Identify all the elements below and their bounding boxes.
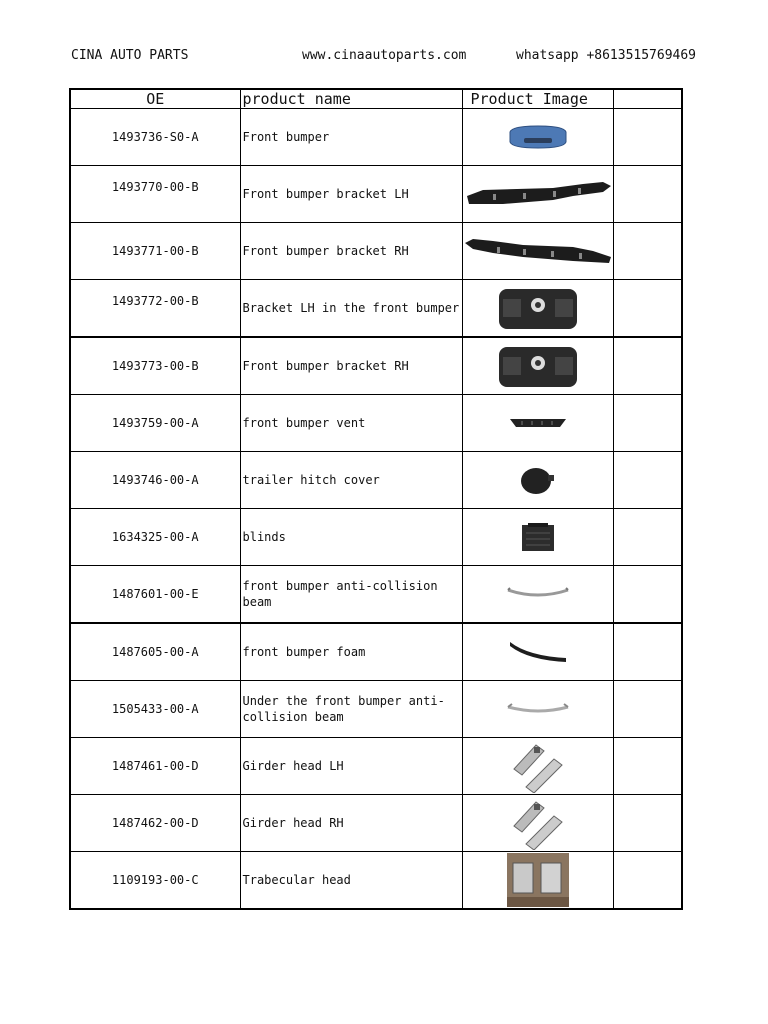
product-name-cell: Trabecular head bbox=[240, 852, 462, 910]
girder-head-lh-image bbox=[508, 739, 568, 793]
product-image-cell bbox=[462, 109, 613, 166]
bumper-vent-image bbox=[508, 417, 568, 429]
front-bumper-image bbox=[506, 124, 570, 150]
bumper-bracket-rh-image bbox=[463, 237, 613, 265]
product-name-cell: Girder head LH bbox=[240, 738, 462, 795]
product-name-cell: Front bumper bracket RH bbox=[240, 223, 462, 280]
extra-cell bbox=[613, 337, 682, 395]
table-row bbox=[70, 109, 682, 166]
extra-cell bbox=[613, 852, 682, 910]
product-name-cell: Bracket LH in the front bumper bbox=[240, 280, 462, 338]
product-name-cell: Under the front bumper anti-collision beam bbox=[240, 681, 462, 738]
oe-cell: 1505433-00-A bbox=[70, 681, 240, 738]
oe-cell: 1109193-00-C bbox=[70, 852, 240, 910]
product-image-cell bbox=[462, 166, 613, 223]
parts-table bbox=[69, 88, 683, 910]
column-header-oe: OE bbox=[70, 89, 240, 109]
product-name-cell: Front bumper bbox=[240, 109, 462, 166]
product-name-cell: Front bumper bracket LH bbox=[240, 166, 462, 223]
product-image-cell bbox=[462, 795, 613, 852]
extra-cell bbox=[613, 509, 682, 566]
product-name-cell: front bumper vent bbox=[240, 395, 462, 452]
inner-bracket-lh-image bbox=[493, 283, 583, 333]
extra-cell bbox=[613, 681, 682, 738]
oe-cell: 1493772-00-B bbox=[70, 280, 240, 338]
oe-cell: 1487462-00-D bbox=[70, 795, 240, 852]
hitch-cover-image bbox=[518, 463, 558, 497]
company-name: CINA AUTO PARTS bbox=[71, 48, 189, 63]
product-image-cell bbox=[462, 566, 613, 624]
oe-cell: 1493736-S0-A bbox=[70, 109, 240, 166]
product-name-cell: front bumper anti-collision beam bbox=[240, 566, 462, 624]
column-header-product-image: Product Image bbox=[462, 89, 613, 109]
oe-cell: 1487601-00-E bbox=[70, 566, 240, 624]
oe-cell: 1634325-00-A bbox=[70, 509, 240, 566]
product-image-cell bbox=[462, 337, 613, 395]
product-image-cell bbox=[462, 223, 613, 280]
extra-cell bbox=[613, 623, 682, 681]
extra-cell bbox=[613, 452, 682, 509]
column-header-empty bbox=[613, 89, 682, 109]
table-row bbox=[70, 795, 682, 852]
blinds-image bbox=[518, 521, 558, 553]
table-header-row bbox=[70, 89, 682, 109]
oe-cell: 1493770-00-B bbox=[70, 166, 240, 223]
product-image-cell bbox=[462, 681, 613, 738]
table-row bbox=[70, 452, 682, 509]
product-name-cell: Front bumper bracket RH bbox=[240, 337, 462, 395]
product-image-cell bbox=[462, 852, 613, 910]
extra-cell bbox=[613, 109, 682, 166]
table-row bbox=[70, 852, 682, 910]
table-row bbox=[70, 166, 682, 223]
table-row bbox=[70, 509, 682, 566]
bumper-foam-image bbox=[508, 640, 568, 664]
whatsapp-contact: whatsapp +8613515769469 bbox=[516, 48, 697, 63]
page-header bbox=[0, 48, 768, 66]
product-image-cell bbox=[462, 738, 613, 795]
table-row bbox=[70, 738, 682, 795]
extra-cell bbox=[613, 280, 682, 338]
product-image-cell bbox=[462, 623, 613, 681]
bumper-bracket-lh-image bbox=[463, 180, 613, 208]
extra-cell bbox=[613, 395, 682, 452]
oe-cell: 1487605-00-A bbox=[70, 623, 240, 681]
girder-head-rh-image bbox=[508, 796, 568, 850]
collision-beam-image bbox=[506, 586, 570, 602]
table-row bbox=[70, 681, 682, 738]
table-row bbox=[70, 280, 682, 338]
table-row bbox=[70, 337, 682, 395]
extra-cell bbox=[613, 223, 682, 280]
table-row bbox=[70, 395, 682, 452]
lower-beam-image bbox=[506, 701, 570, 717]
product-image-cell bbox=[462, 395, 613, 452]
oe-cell: 1493771-00-B bbox=[70, 223, 240, 280]
oe-cell: 1487461-00-D bbox=[70, 738, 240, 795]
oe-cell: 1493759-00-A bbox=[70, 395, 240, 452]
column-header-product-name: product name bbox=[240, 89, 462, 109]
website-link[interactable]: www.cinaautoparts.com bbox=[302, 48, 467, 63]
oe-cell: 1493746-00-A bbox=[70, 452, 240, 509]
inner-bracket-rh-image bbox=[493, 341, 583, 391]
extra-cell bbox=[613, 566, 682, 624]
table-row bbox=[70, 566, 682, 624]
product-name-cell: blinds bbox=[240, 509, 462, 566]
trabecular-head-image bbox=[507, 853, 569, 907]
table-row bbox=[70, 223, 682, 280]
product-name-cell: front bumper foam bbox=[240, 623, 462, 681]
oe-cell: 1493773-00-B bbox=[70, 337, 240, 395]
table-row bbox=[70, 623, 682, 681]
product-image-cell bbox=[462, 509, 613, 566]
extra-cell bbox=[613, 795, 682, 852]
extra-cell bbox=[613, 738, 682, 795]
extra-cell bbox=[613, 166, 682, 223]
product-image-cell bbox=[462, 452, 613, 509]
product-image-cell bbox=[462, 280, 613, 338]
product-name-cell: Girder head RH bbox=[240, 795, 462, 852]
product-name-cell: trailer hitch cover bbox=[240, 452, 462, 509]
